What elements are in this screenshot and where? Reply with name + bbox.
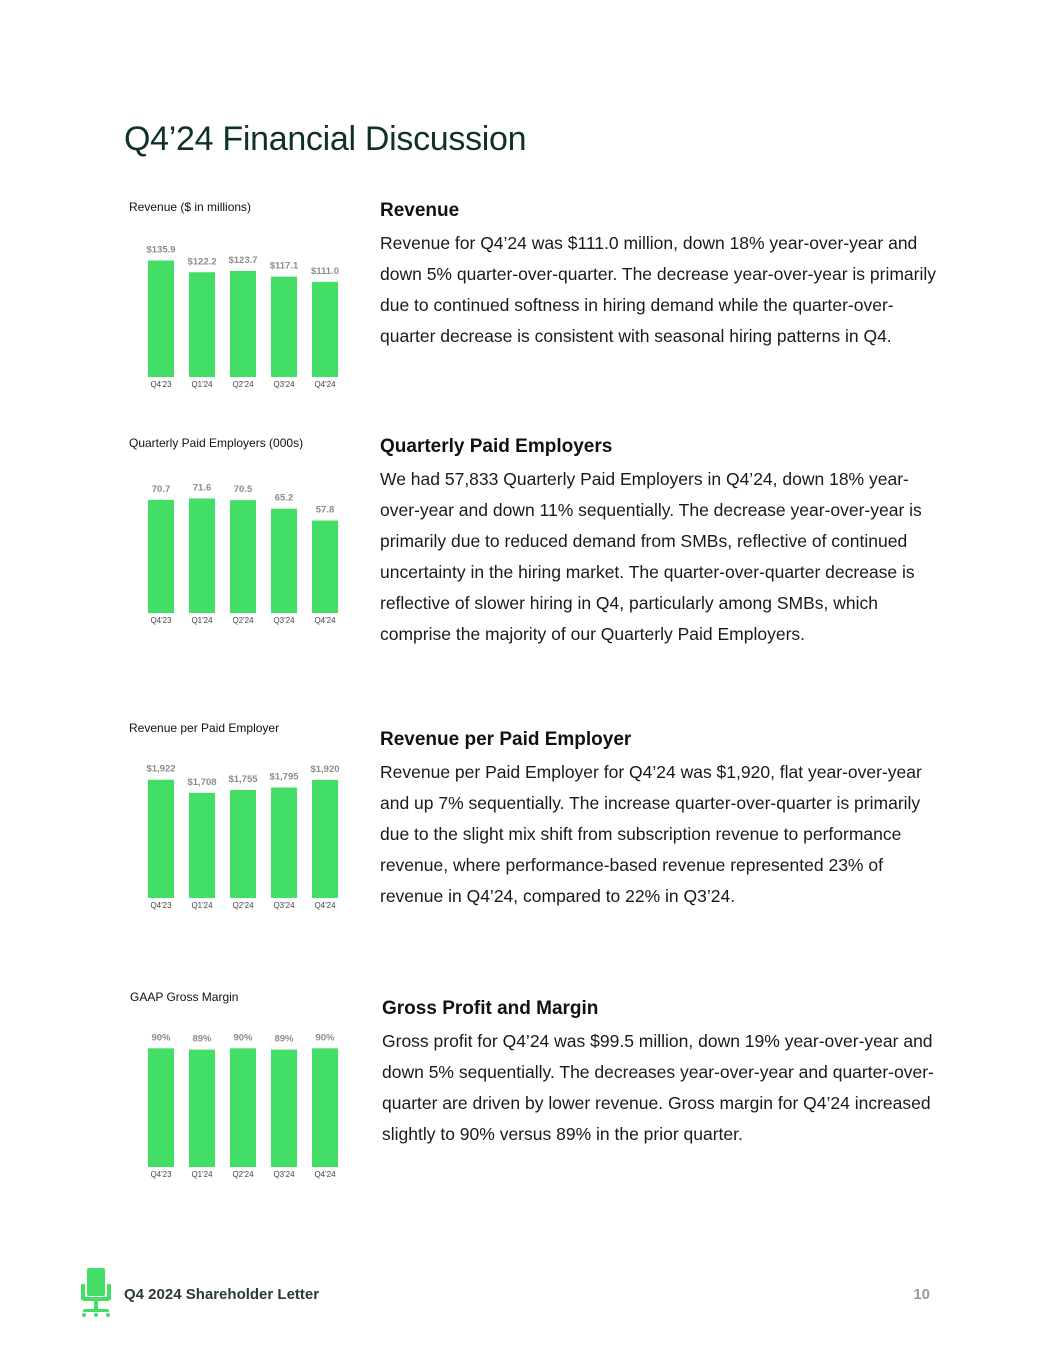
- bar-value-label: 90%: [151, 1032, 171, 1044]
- bar-value-label: 65.2: [274, 492, 294, 504]
- bar-q424: [312, 521, 338, 613]
- bar-q224: [230, 1048, 256, 1167]
- x-tick-label: Q1'24: [191, 901, 213, 910]
- paid-employers-chart-svg: [124, 436, 354, 636]
- x-tick-label: Q1'24: [191, 380, 213, 389]
- bar-value-label: 90%: [315, 1032, 335, 1044]
- section-body: Revenue per Paid Employer for Q4’24 was $1,920, flat year-over-year and up 7% sequentially. The increase quarter-over-quarter is primarily due to the slight mix shift from subscription revenue to performance revenue, where performance-based revenue represented 23% of revenue in Q4’24, compared to 22% in Q3’24.: [380, 762, 922, 906]
- bar-value-label: 70.7: [151, 483, 171, 495]
- x-tick-label: Q4'24: [314, 380, 336, 389]
- bar-q423: [148, 500, 174, 613]
- revenue-text: [380, 200, 940, 352]
- office-chair-icon: [78, 1266, 112, 1318]
- bar-q324: [271, 1050, 297, 1167]
- revenue-chart-svg: [124, 200, 354, 400]
- bar-q423: [148, 1048, 174, 1167]
- bar-value-label: $1,708: [187, 776, 217, 788]
- bar-value-label: 90%: [233, 1032, 253, 1044]
- page-number: 10: [913, 1286, 930, 1303]
- section-heading: Revenue: [380, 200, 460, 221]
- bar-value-label: $123.7: [228, 254, 258, 266]
- x-tick-label: Q2'24: [232, 901, 254, 910]
- bar-q124: [189, 498, 215, 613]
- section-heading: Quarterly Paid Employers: [380, 436, 613, 457]
- x-tick-label: Q3'24: [273, 616, 295, 625]
- x-tick-label: Q4'24: [314, 616, 336, 625]
- chart-title: Quarterly Paid Employers (000s): [129, 436, 304, 450]
- bar-q324: [271, 788, 297, 898]
- section-body: Revenue for Q4’24 was $111.0 million, down 18% year-over-year and down 5% quarter-over-quarter. The decrease year-over-year is primarily due to continued softness in hiring demand while the quarter-over-quarter decrease is consistent with seasonal hiring patterns in Q4.: [380, 233, 937, 346]
- gross-margin-text: [382, 998, 942, 1150]
- x-tick-label: Q4'23: [150, 380, 172, 389]
- bar-value-label: 70.5: [233, 484, 253, 496]
- bar-value-label: 89%: [274, 1033, 294, 1045]
- bar-q124: [189, 272, 215, 377]
- chart-title: Revenue ($ in millions): [129, 200, 252, 214]
- section-body: Gross profit for Q4’24 was $99.5 million, down 19% year-over-year and down 5% sequentially. The decreases year-over-year and quarter-over-quarter are driven by lower revenue. Gross margin for Q4’24 increased slightly to 90% versus 89% in the prior quarter.: [382, 1031, 934, 1144]
- bar-value-label: $1,755: [228, 774, 258, 785]
- bar-q423: [148, 780, 174, 898]
- bar-value-label: $135.9: [146, 244, 176, 256]
- bar-q324: [271, 509, 297, 613]
- x-tick-label: Q3'24: [273, 380, 295, 389]
- x-tick-label: Q4'24: [314, 901, 336, 910]
- bar-value-label: 57.8: [315, 504, 335, 516]
- bar-value-label: $1,920: [310, 763, 340, 775]
- revenue-per-employer-chart-svg: [124, 721, 354, 921]
- x-tick-label: Q4'24: [314, 1170, 336, 1179]
- bar-q424: [312, 1048, 338, 1167]
- x-tick-label: Q4'23: [150, 616, 172, 625]
- x-tick-label: Q2'24: [232, 380, 254, 389]
- bar-value-label: $1,922: [146, 763, 176, 775]
- bar-value-label: $117.1: [269, 260, 299, 272]
- x-tick-label: Q4'23: [150, 901, 172, 910]
- bar-q324: [271, 277, 297, 377]
- chart-title: GAAP Gross Margin: [130, 990, 239, 1004]
- x-tick-label: Q1'24: [191, 616, 213, 625]
- paid-employers-text: [380, 436, 940, 650]
- x-tick-label: Q2'24: [232, 1170, 254, 1179]
- bar-q224: [230, 271, 256, 377]
- bar-value-label: $1,795: [269, 771, 299, 783]
- x-tick-label: Q2'24: [232, 616, 254, 625]
- bar-value-label: $122.2: [187, 256, 217, 268]
- bar-q224: [230, 500, 256, 613]
- bar-q424: [312, 780, 338, 898]
- revenue-per-employer-text: [380, 729, 940, 912]
- bar-value-label: 71.6: [192, 482, 212, 494]
- bar-q124: [189, 1050, 215, 1167]
- section-body: We had 57,833 Quarterly Paid Employers in Q4’24, down 18% year-over-year and down 11% sequentially. The decrease year-over-year is primarily due to reduced demand from SMBs, reflective of continued uncertainty in the hiring market. The quarter-over-quarter decrease is reflective of slower hiring in Q4, particularly among SMBs, which comprise the majority of our Quarterly Paid Employers.: [380, 469, 922, 644]
- footer-title: Q4 2024 Shareholder Letter: [124, 1286, 320, 1303]
- footer: [78, 1266, 938, 1322]
- x-tick-label: Q1'24: [191, 1170, 213, 1179]
- section-heading: Gross Profit and Margin: [382, 998, 599, 1019]
- bar-q224: [230, 790, 256, 898]
- bar-value-label: $111.0: [310, 265, 340, 277]
- x-tick-label: Q3'24: [273, 901, 295, 910]
- bar-value-label: 89%: [192, 1033, 212, 1045]
- chart-title: Revenue per Paid Employer: [129, 721, 280, 735]
- gross-margin-chart-svg: [124, 990, 354, 1190]
- bar-q124: [189, 793, 215, 898]
- bar-q423: [148, 261, 174, 377]
- page-title: Q4’24 Financial Discussion: [124, 120, 527, 158]
- bar-q424: [312, 282, 338, 377]
- x-tick-label: Q4'23: [150, 1170, 172, 1179]
- x-tick-label: Q3'24: [273, 1170, 295, 1179]
- section-heading: Revenue per Paid Employer: [380, 729, 632, 750]
